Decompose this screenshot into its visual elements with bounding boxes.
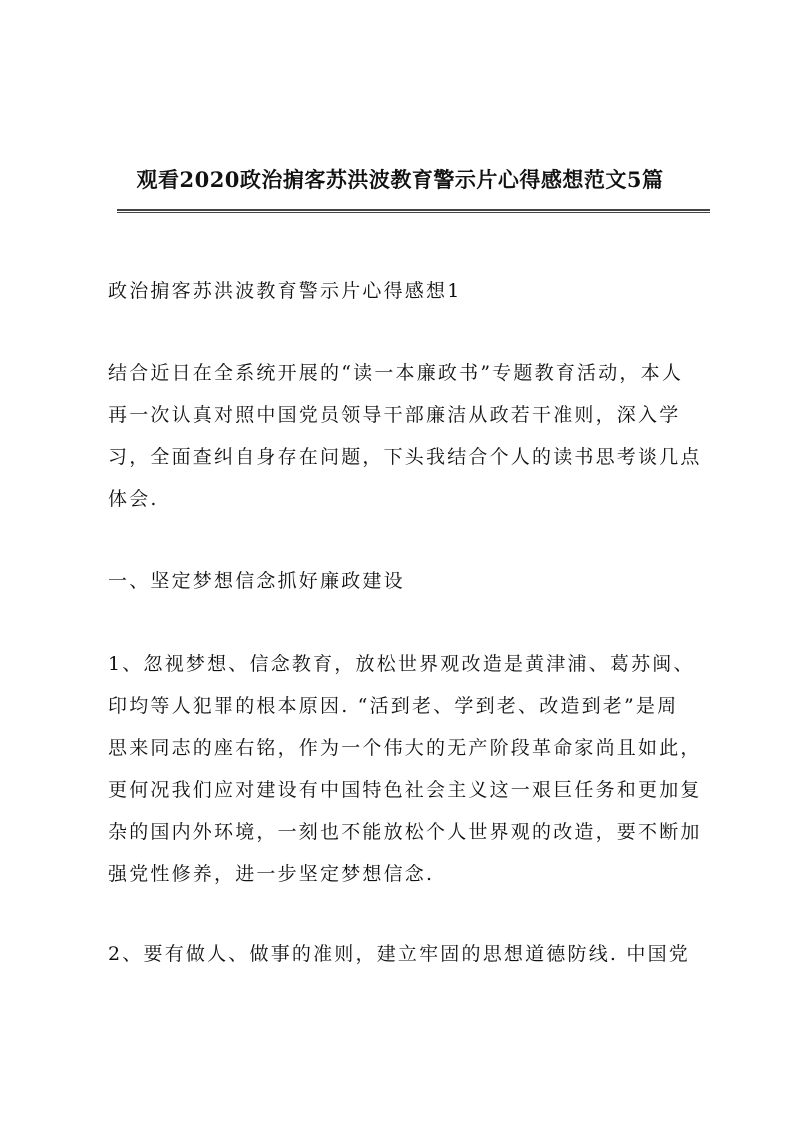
paragraph-line: 结合近日在全系统开展的“读一本廉政书”专题教育活动，本人 (108, 362, 684, 384)
paragraph-line: 印均等人犯罪的根本原因. “活到老、学到老、改造到老”是周 (108, 695, 679, 717)
title-underline-divider (117, 209, 710, 213)
item-2-paragraph (108, 933, 708, 975)
section-heading-text: 政治掮客苏洪波教育警示片心得感想1 (108, 280, 462, 302)
paragraph-line: 更何况我们应对建设有中国特色社会主义这一艰巨任务和更加复 (108, 779, 702, 801)
paragraph-line: 1、忽视梦想、信念教育，放松世界观改造是黄津浦、葛苏闽、 (108, 653, 695, 675)
paragraph-line: 强党性修养，进一步坚定梦想信念. (108, 863, 435, 885)
paragraph-line: 再一次认真对照中国党员领导干部廉洁从政若干准则，深入学 (108, 404, 681, 426)
intro-paragraph (108, 352, 708, 520)
paragraph-line: 2、要有做人、做事的准则，建立牢固的思想道德防线. 中国党 (108, 943, 690, 965)
point-heading-text: 一、坚定梦想信念抓好廉政建设 (108, 570, 405, 592)
item-1-paragraph (108, 643, 708, 895)
section-heading (108, 270, 708, 312)
document-title: 观看2020政治掮客苏洪波教育警示片心得感想范文5篇 (136, 167, 664, 192)
paragraph-line: 思来同志的座右铭，作为一个伟大的无产阶段革命家尚且如此， (108, 737, 702, 759)
paragraph-line: 体会. (108, 488, 159, 510)
point-heading (108, 560, 708, 602)
paragraph-line: 杂的国内外环境，一刻也不能放松个人世界观的改造，要不断加 (108, 821, 702, 843)
paragraph-line: 习，全面查纠自身存在问题，下头我结合个人的读书思考谈几点 (108, 446, 702, 468)
